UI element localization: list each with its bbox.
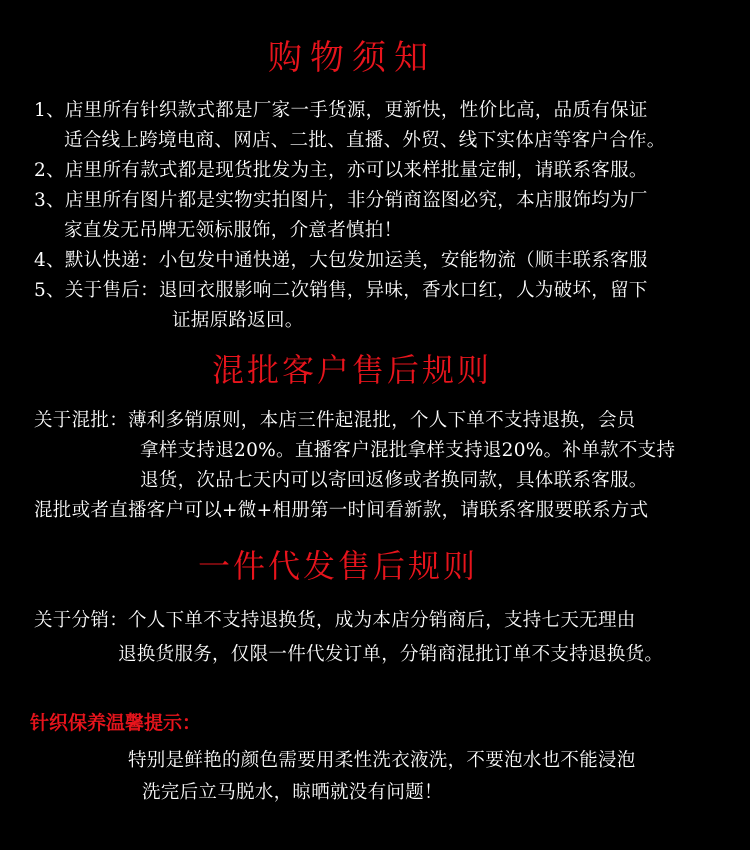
shopping-notice-line-4: 3、店里所有图片都是实物实拍图片，非分销商盗图必究，本店服饰均为厂 [34,190,648,211]
shopping-notice-line-6: 4、默认快递：小包发中通快递，大包发加运美，安能物流（顺丰联系客服 [34,250,648,271]
care-tips-line-1: 特别是鲜艳的颜色需要用柔性洗衣液洗，不要泡水也不能浸泡 [128,750,636,771]
mixed-batch-line-2: 拿样支持退20%。直播客户混批拿样支持退20%。补单款不支持 [140,440,676,461]
shopping-notice-line-5: 家直发无吊牌无领标服饰，介意者慎拍！ [64,220,403,241]
shopping-notice-title: 购物须知 [268,38,436,78]
shopping-notice-line-2: 适合线上跨境电商、网店、二批、直播、外贸、线下实体店等客户合作。 [64,130,666,151]
dropship-line-2: 退换货服务，仅限一件代发订单，分销商混批订单不支持退换货。 [118,644,664,665]
care-tips-line-2: 洗完后立马脱水，晾晒就没有问题！ [142,782,443,803]
shopping-notice-line-1: 1、店里所有针织款式都是厂家一手货源，更新快，性价比高，品质有保证 [34,100,648,121]
mixed-batch-line-1: 关于混批：薄利多销原则，本店三件起混批，个人下单不支持退换，会员 [34,410,636,431]
mixed-batch-line-3: 退货，次品七天内可以寄回返修或者换同款，具体联系客服。 [140,470,648,491]
shopping-notice-line-8: 证据原路返回。 [172,310,304,331]
care-tips-title: 针织保养温馨提示： [30,712,202,734]
dropship-title: 一件代发售后规则 [198,547,479,585]
shopping-notice-line-3: 2、店里所有款式都是现货批发为主，亦可以来样批量定制，请联系客服。 [34,160,648,181]
mixed-batch-title: 混批客户售后规则 [212,351,493,389]
dropship-line-1: 关于分销：个人下单不支持退换货，成为本店分销商后，支持七天无理由 [34,610,636,631]
mixed-batch-line-4: 混批或者直播客户可以+微+相册第一时间看新款，请联系客服要联系方式 [34,500,649,521]
shopping-notice-line-7: 5、关于售后：退回衣服影响二次销售，异味，香水口红，人为破坏，留下 [34,280,648,301]
